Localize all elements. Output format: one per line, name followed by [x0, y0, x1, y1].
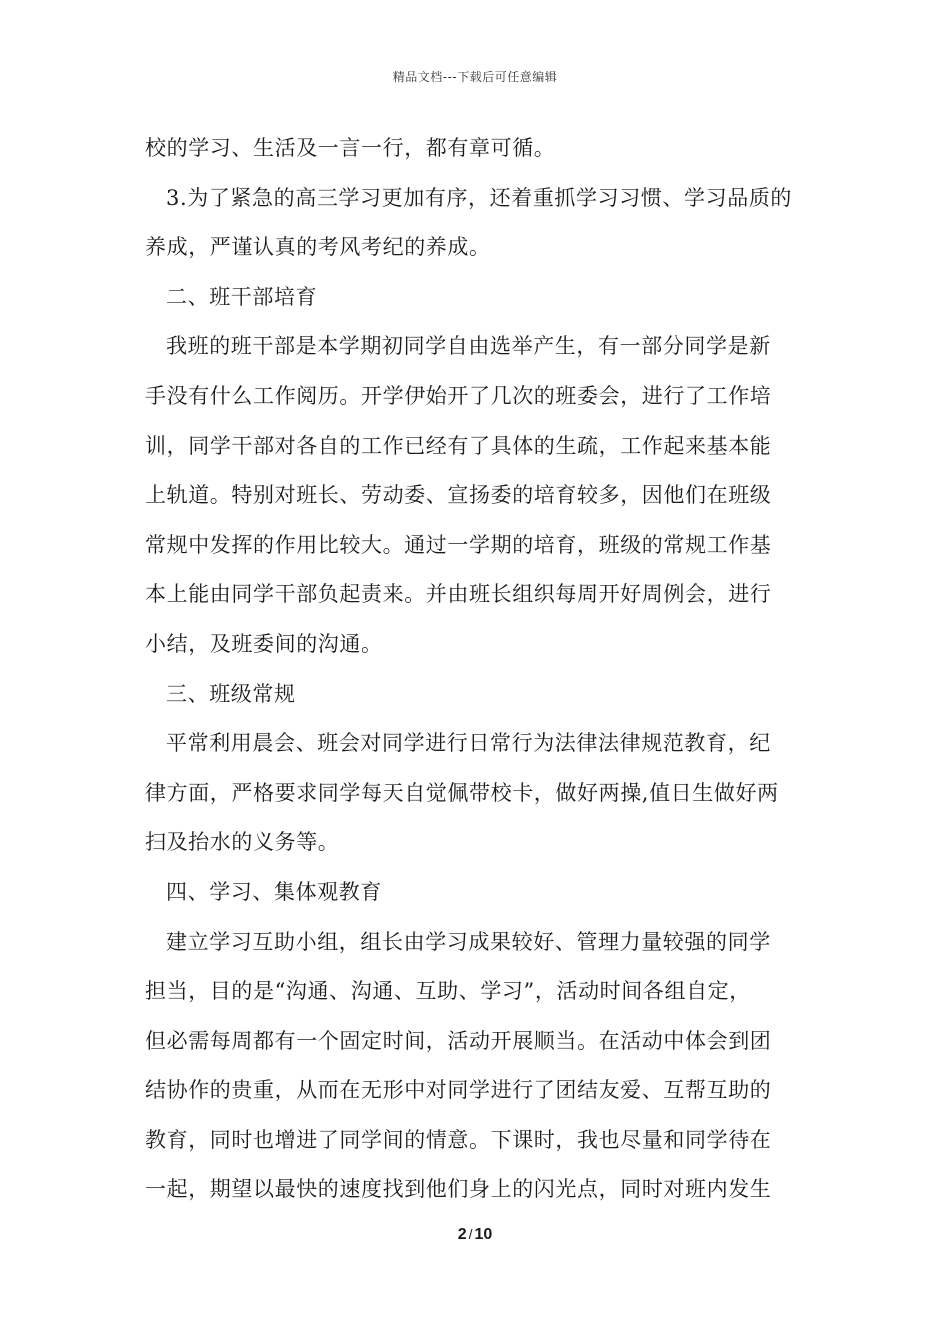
text-line: 四、学习、集体观教育 — [166, 879, 382, 904]
text-line: 但必需每周都有一个固定时间，活动开展顺当。在活动中体会到团 — [145, 1028, 772, 1053]
text-line: 3.为了紧急的高三学习更加有序，还着重抓学习习惯、学习品质的 — [166, 185, 793, 210]
text-line: 手没有什么工作阅历。开学伊始开了几次的班委会，进行了工作培 — [145, 383, 772, 408]
text-line: 上轨道。特别对班长、劳动委、宣扬委的培育较多，因他们在班级 — [145, 483, 772, 508]
page-separator: / — [468, 1226, 473, 1242]
text-line: 律方面，严格要求同学每天自觉佩带校卡，做好两操,值日生做好两 — [145, 780, 779, 805]
page-header: 精品文档---下载后可任意编辑 — [392, 70, 558, 84]
text-line: 训，同学干部对各自的工作已经有了具体的生疏，工作起来基本能 — [145, 433, 772, 458]
text-line: 校的学习、生活及一言一行，都有章可循。 — [145, 136, 556, 160]
text-line: 本上能由同学干部负起责来。并由班长组织每周开好周例会，进行 — [145, 582, 772, 607]
total-pages-number: 10 — [474, 1226, 493, 1243]
current-page-number: 2 — [457, 1226, 467, 1243]
text-line: 教育，同时也增进了同学间的情意。下课时，我也尽量和同学待在 — [145, 1127, 772, 1152]
text-line: 常规中发挥的作用比较大。通过一学期的培育，班级的常规工作基 — [145, 532, 772, 557]
text-line: 二、班干部培育 — [166, 284, 318, 309]
text-line: 一起，期望以最快的速度找到他们身上的闪光点，同时对班内发生 — [145, 1177, 772, 1202]
text-line: 建立学习互助小组，组长由学习成果较好、管理力量较强的同学 — [166, 929, 771, 954]
text-line: 扫及抬水的义务等。 — [145, 830, 340, 855]
document-body — [145, 124, 810, 1215]
text-line: 平常利用晨会、班会对同学进行日常行为法律法律规范教育，纪 — [166, 731, 771, 756]
page-number — [0, 1226, 950, 1244]
text-line: 担当，目的是“沟通、沟通、互助、学习”，活动时间各组自定， — [145, 979, 751, 1004]
text-line: 三、班级常规 — [166, 681, 296, 706]
text-line: 结协作的贵重，从而在无形中对同学进行了团结友爱、互帮互助的 — [145, 1078, 772, 1103]
text-line: 我班的班干部是本学期初同学自由选举产生，有一部分同学是新 — [166, 334, 771, 359]
text-line: 小结，及班委间的沟通。 — [145, 631, 383, 656]
text-line: 养成，严谨认真的考风考纪的养成。 — [145, 235, 491, 260]
